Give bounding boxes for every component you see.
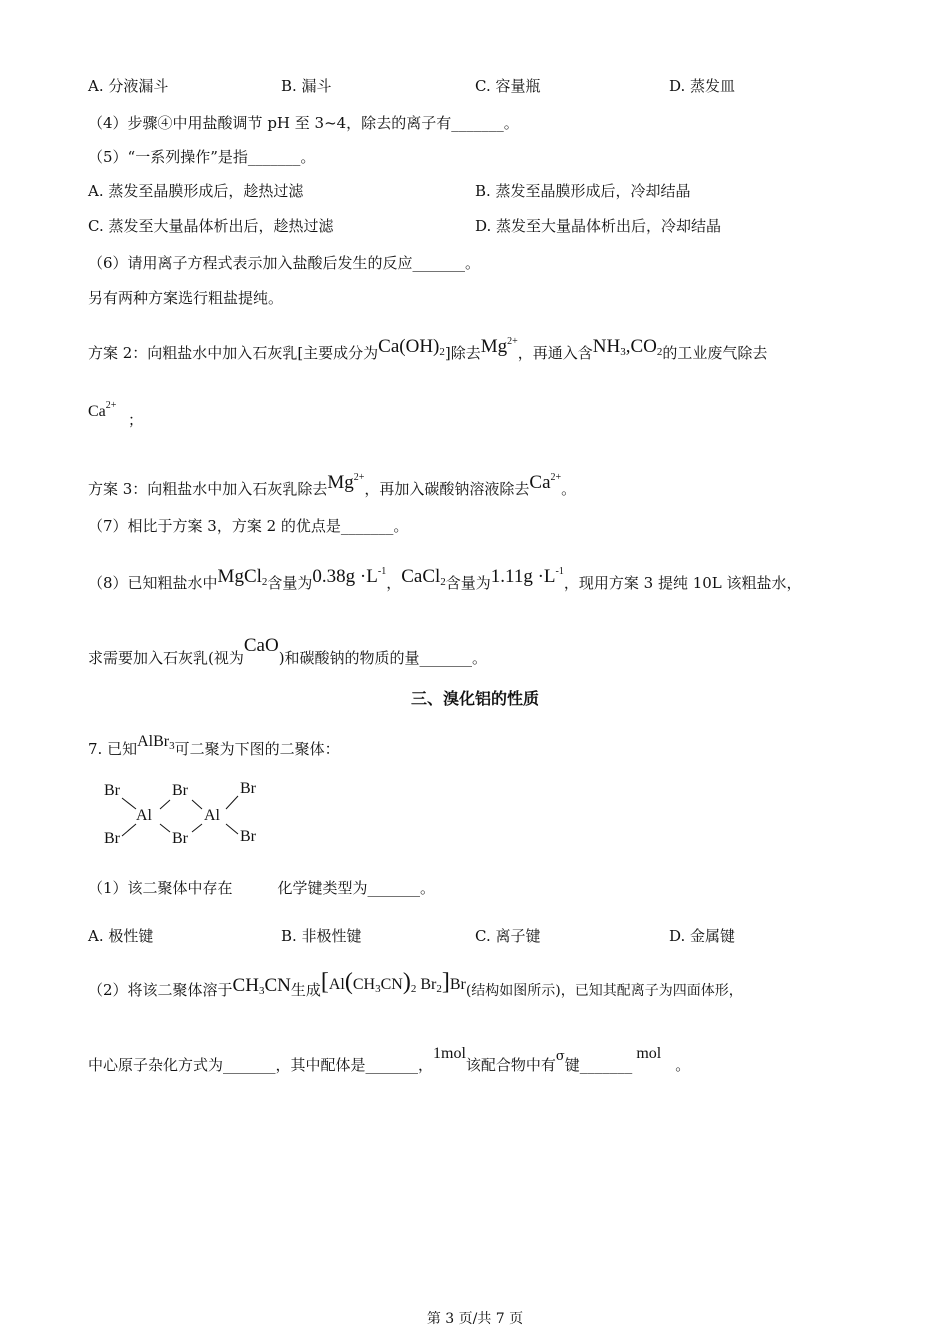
option-b: B. 漏斗: [281, 77, 332, 95]
question-7-main: 7. 已知AlBr$_3$可二聚为下图的二聚体：: [88, 733, 340, 758]
question-5: （5）“一系列操作”是指_______。: [88, 148, 316, 166]
al-atom: Al: [136, 807, 152, 824]
br-atom: Br: [104, 782, 120, 799]
dimer-structure: [96, 776, 276, 856]
br-atom: Br: [172, 782, 188, 799]
plan-2: 方案 2：向粗盐水中加入石灰乳[主要成分为$Ca(OH)_2$]除去$Mg^{2+}$，再通入含$NH_3,CO_2$的工业废气除去: [88, 336, 768, 362]
other-plans-intro: 另有两种方案选行粗盐提纯。: [88, 289, 284, 307]
q71-option-b: B. 非极性键: [281, 927, 362, 945]
q5-option-b: B. 蒸发至晶膜形成后，冷却结晶: [475, 182, 691, 200]
question-8-cont: 求需要加入石灰乳(视为CaO)和碳酸钠的物质的量_______。: [88, 635, 488, 667]
q5-option-a: A. 蒸发至晶膜形成后，趁热过滤: [88, 182, 304, 200]
q71-option-d: D. 金属键: [669, 927, 736, 945]
q5-option-d: D. 蒸发至大量晶体析出后，冷却结晶: [475, 217, 722, 235]
plan-3: 方案 3：向粗盐水中加入石灰乳除去$Mg^{2+}$，再加入碳酸钠溶液除去$Ca^{2+}$。: [88, 472, 577, 498]
question-4: （4）步骤④中用盐酸调节 pH 至 3~4，除去的离子有_______。: [88, 114, 519, 132]
question-7-2: （2）将该二聚体溶于$CH_3CN$生成[$Al(CH_3CN)_2$ $Br_2]Br$(结构如图所示)，已知其配离子为四面体形，: [88, 969, 743, 999]
plan-2-cont: $Ca^{2+}$: [88, 400, 117, 420]
page-footer: 第 3 页/共 7 页: [426, 1311, 524, 1327]
br-atom: Br: [104, 830, 120, 847]
question-6: （6）请用离子方程式表示加入盐酸后发生的反应_______。: [88, 254, 481, 272]
section-title: 三、溴化铝的性质: [410, 689, 539, 708]
q5-option-c: C. 蒸发至大量晶体析出后，趁热过滤: [88, 217, 334, 235]
question-7-1: （1）该二聚体中存在 化学键类型为_______。: [88, 879, 436, 897]
option-d: D. 蒸发皿: [669, 77, 736, 95]
q71-option-a: A. 极性键: [88, 927, 154, 945]
br-atom: Br: [240, 828, 256, 845]
option-a: A. 分液漏斗: [88, 77, 169, 95]
q71-option-c: C. 离子键: [475, 927, 541, 945]
question-7-2-cont: 中心原子杂化方式为_______，其中配体是_______，1mol该配合物中有σ键_______mol。: [88, 1045, 691, 1074]
question-8: （8）已知粗盐水中MgCl$_2$含量为$0.38g \cdot L^{-1}$，CaCl$_2$含量为$1.11g \cdot L^{-1}$，现用方案 3 提纯 10L 该粗盐水，: [88, 566, 802, 592]
br-atom: Br: [240, 780, 256, 797]
option-c: C. 容量瓶: [475, 77, 541, 95]
al-atom: Al: [204, 807, 220, 824]
plan-2-end: ；: [128, 411, 144, 429]
br-atom: Br: [172, 830, 188, 847]
question-7: （7）相比于方案 3，方案 2 的优点是_______。: [88, 517, 409, 535]
